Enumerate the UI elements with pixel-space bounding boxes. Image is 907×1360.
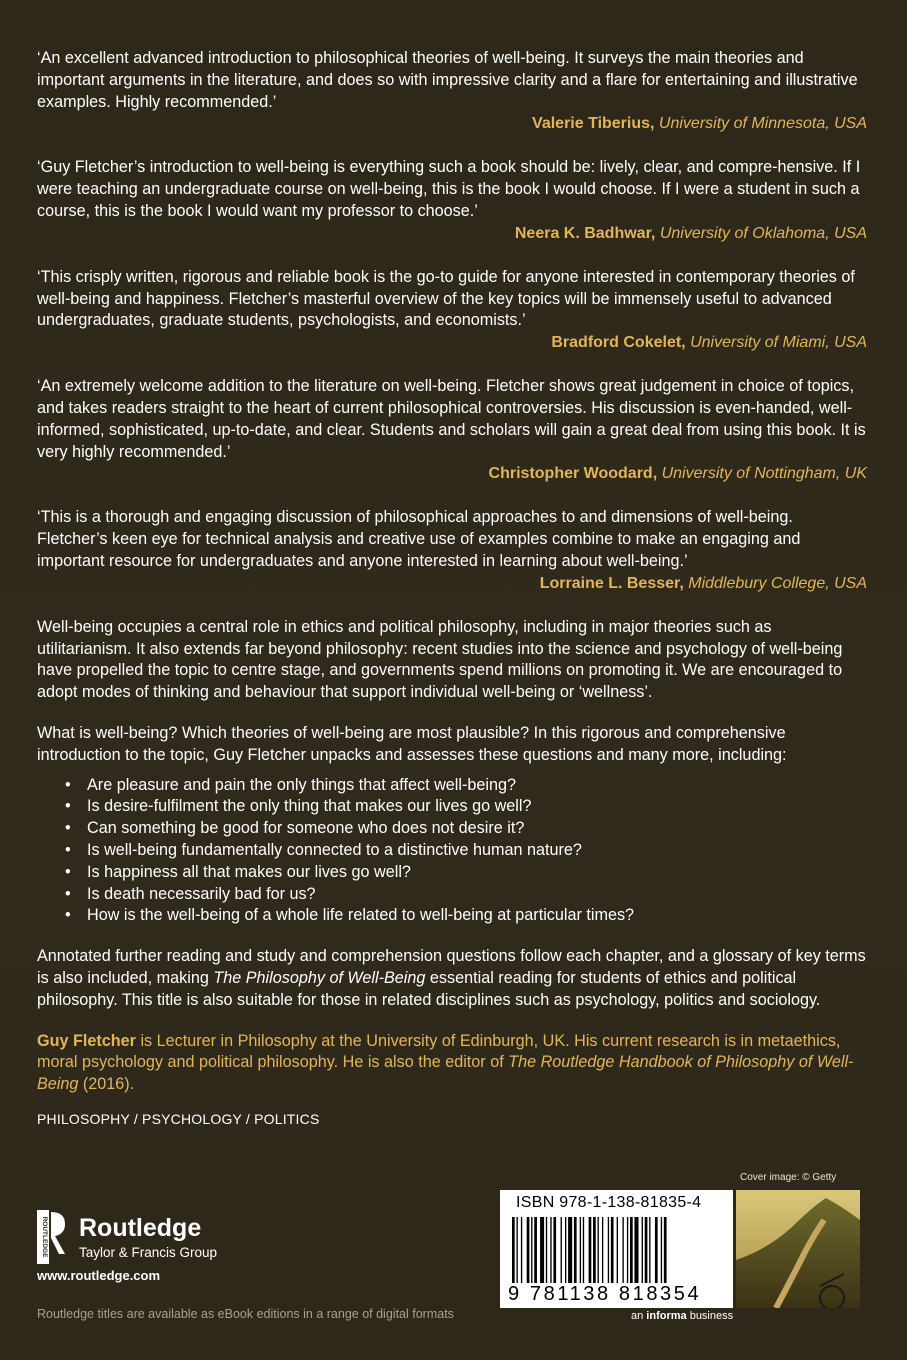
book-title: The Philosophy of Well-Being <box>213 968 426 987</box>
author-bio-text: (2016). <box>78 1075 135 1094</box>
isbn-label: ISBN 978-1-138-81835-4 <box>516 1194 702 1211</box>
back-cover-content <box>37 48 867 1127</box>
endorsement <box>37 157 867 243</box>
endorser-affiliation: University of Minnesota, USA <box>658 115 867 133</box>
endorsement-attribution <box>37 463 867 484</box>
endorsement-attribution <box>37 573 867 594</box>
informa-tagline <box>631 1310 733 1322</box>
publisher-logo <box>37 1210 257 1270</box>
isbn-barcode <box>500 1190 733 1308</box>
subject-categories: PHILOSOPHY / PSYCHOLOGY / POLITICS <box>37 1110 320 1127</box>
endorsement-attribution <box>37 113 867 134</box>
endorsement-attribution <box>37 332 867 353</box>
list-item: • Is well-being fundamentally connected to a distinctive human nature? <box>65 840 867 862</box>
publisher-website: www.routledge.com <box>37 1268 161 1283</box>
list-item: • Can something be good for someone who does not desire it? <box>65 818 867 840</box>
cover-credit: Cover image: © Getty <box>740 1172 837 1183</box>
publisher-name: Routledge <box>79 1214 202 1242</box>
list-item: • Are pleasure and pain the only things that affect well-being? <box>65 775 867 797</box>
endorser-name: Neera K. Badhwar, <box>514 224 656 242</box>
endorsement-text: ‘An excellent advanced introduction to philosophical theories of well-being. It surveys the main theories and important arguments in the literature, and does so with impressive clarity and a flare for entertaining and illustrative examples. Highly recommended.’ <box>37 49 858 111</box>
list-item: • How is the well-being of a whole life related to well-being at particular times? <box>65 905 867 927</box>
endorsement <box>37 48 867 134</box>
ebook-note: Routledge titles are available as eBook editions in a range of digital formats <box>37 1307 454 1321</box>
endorser-affiliation: University of Miami, USA <box>690 334 867 352</box>
endorsement <box>37 267 867 353</box>
description-paragraph: What is well-being? Which theories of well-being are most plausible? In this rigorous and comprehensive introduction to the topic, Guy Fletcher unpacks and assesses these questions and many more, including: <box>37 723 787 764</box>
description-paragraph: Well-being occupies a central role in ethics and political philosophy, including in major theories such as utilitarianism. It also extends far beyond philosophy: recent studies into the science and psychology of well-being have propelled the topic to centre stage, and governments spend millions on promoting it. We are encouraged to adopt modes of thinking and behaviour that support individual well-being or ‘wellness’. <box>37 617 843 702</box>
logo-vertical-text: ROUTLEDGE <box>41 1216 48 1258</box>
endorser-name: Christopher Woodard, <box>488 465 658 483</box>
routledge-logo-icon <box>37 1210 67 1264</box>
endorser-name: Lorraine L. Besser, <box>539 574 684 592</box>
endorsement-text: ‘Guy Fletcher’s introduction to well-being is everything such a book should be: lively, clear, and compre-hensive. If I were teaching an undergraduate course on well-being, this is the book I would choose. If I were a student in such a course, this is the book I would want my professor to choose.’ <box>37 158 861 220</box>
endorser-name: Bradford Cokelet, <box>551 334 686 352</box>
endorser-affiliation: University of Nottingham, UK <box>661 465 867 483</box>
informa-suffix: business <box>686 1310 734 1322</box>
endorsement <box>37 376 867 484</box>
author-name: Guy Fletcher <box>37 1031 136 1050</box>
paragraph-text: Annotated further reading and study and comprehension questions follow each chapter, and a glossary of key terms is also included, making <box>37 947 866 987</box>
description-paragraph <box>37 946 867 1011</box>
endorser-affiliation: Middlebury College, USA <box>688 574 867 592</box>
question-list <box>37 775 867 928</box>
handbook-title: The Routledge Handbook of Philosophy of Well-Being <box>37 1053 854 1094</box>
list-item: • Is desire-fulfilment the only thing that makes our lives go well? <box>65 796 867 818</box>
barcode-number: 9 781138 818354 <box>508 1283 702 1305</box>
endorser-name: Valerie Tiberius, <box>532 115 655 133</box>
endorsement-text: ‘An extremely welcome addition to the literature on well-being. Fletcher shows great judgement in choice of topics, and takes readers straight to the heart of current philosophical controversies. His discussion is even-handed, well-informed, sophisticated, up-to-date, and clear. Students and scholars will gain a great deal from using this book. It is very highly recommended.’ <box>37 377 866 461</box>
endorsement-text: ‘This crisply written, rigorous and reliable book is the go-to guide for anyone interested in contemporary theories of well-being and happiness. Fletcher’s masterful overview of the key topics will be immensely useful to advanced undergraduates, graduate students, psychologists, and economists.’ <box>37 267 855 330</box>
endorsement-attribution <box>37 223 867 244</box>
barcode-bars-icon <box>510 1217 723 1283</box>
endorsement-text: ‘This is a thorough and engaging discussion of philosophical approaches to and dimensions of well-being. Fletcher’s keen eye for technical analysis and creative use of examples combine to make an engaging and important resource for undergraduates and anyone interested in learning about well-being.’ <box>37 508 801 570</box>
informa-prefix: an <box>631 1310 647 1322</box>
list-item: • Is death necessarily bad for us? <box>65 884 867 906</box>
informa-brand: informa <box>646 1310 687 1322</box>
cover-photo <box>736 1190 860 1308</box>
endorsement <box>37 507 867 593</box>
author-bio <box>37 1031 867 1096</box>
author-bio-text: is Lecturer in Philosophy at the University of Edinburgh, UK. His current research is in metaethics, moral psychology and political philosophy. He is also the editor of <box>37 1031 841 1072</box>
endorser-affiliation: University of Oklahoma, USA <box>659 224 867 242</box>
paragraph-text: essential reading for students of ethics and political philosophy. This title is also suitable for those in related disciplines such as psychology, politics and sociology. <box>37 968 821 1009</box>
publisher-group: Taylor & Francis Group <box>79 1245 218 1260</box>
list-item: • Is happiness all that makes our lives go well? <box>65 862 867 884</box>
